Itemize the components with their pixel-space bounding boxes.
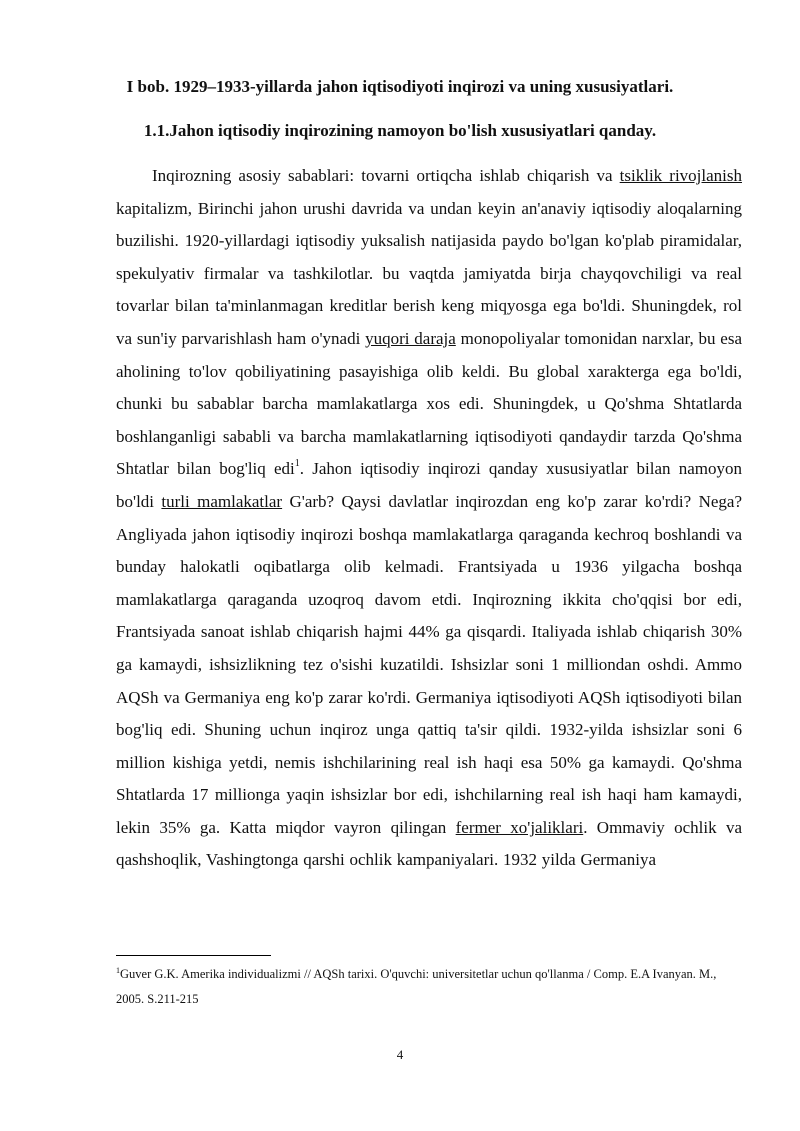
link-turli-mamlakatlar[interactable]: turli mamlakatlar bbox=[161, 491, 283, 511]
footnote-text: Guver G.K. Amerika individualizmi // AQSh tarixi. O'quvchi: universitetlar uchun qo'llanma / Comp. E.A Ivanyan. M., 2005. S.211-215 bbox=[116, 967, 717, 1006]
body-text-segment: kapitalizm, Birinchi jahon urushi davrida va undan keyin an'anaviy iqtisodiy aloqalarning buzilishi. 1920-yillardagi iqtisodiy yuksalish natijasida paydo bo'lgan ko'plab piramidalar, spekulyativ firmalar va tashkilotlar. bu vaqtda jamiyatda birja chayqovchiligi va real tovarlar bilan ta'minlanmagan kreditlar berish keng miqyosga ega bo'ldi. Shuningdek, rol va sun'iy parvarishlash ham o'ynadi bbox=[116, 198, 742, 348]
chapter-heading: I bob. 1929–1933-yillarda jahon iqtisodiyoti inqirozi va uning xususiyatlari. bbox=[126, 77, 674, 96]
link-yuqori-daraja[interactable]: yuqori daraja bbox=[365, 328, 456, 348]
footnote bbox=[116, 962, 742, 1012]
footnote-divider bbox=[116, 955, 271, 956]
body-text-segment: . Jahon iqtisodiy inqirozi qanday xususiyatlar bilan namoyon bo'ldi bbox=[116, 459, 742, 511]
link-fermer-xojaliklari[interactable]: fermer xo'jaliklari bbox=[455, 817, 584, 837]
body-text-segment: . Ommaviy ochlik va qashshoqlik, Vashingtonga qarshi ochlik kampaniyalari. 1932 yilda Germaniya bbox=[116, 817, 743, 870]
link-tsiklik-rivojlanish[interactable]: tsiklik rivojlanish bbox=[619, 166, 742, 185]
body-text-segment: monopoliyalar tomonidan narxlar, bu esa aholining to'lov qobiliyatining pasayishiga olib keldi. Bu global xarakterga ega bo'ldi, chunki bu sabablar barcha mamlakatlarga xos edi. Shuningdek, u Qo'shma Shtatlarda boshlanganligi sababli va barcha mamlakatlarning iqtisodiyoti qandaydir tarzda Qo'shma Shtatlar bilan bog'liq edi bbox=[116, 328, 743, 479]
page-number: 4 bbox=[396, 1047, 404, 1062]
body-text-segment: Inqirozning asosiy sabablari: tovarni ortiqcha ishlab chiqarish va bbox=[152, 166, 620, 185]
body-paragraph bbox=[116, 160, 742, 877]
footnote-marker: 1 bbox=[116, 966, 120, 975]
section-heading: 1.1.Jahon iqtisodiy inqirozining namoyon bo'lish xususiyatlari qanday. bbox=[143, 121, 657, 140]
body-text-segment: G'arb? Qaysi davlatlar inqirozdan eng ko'p zarar ko'rdi? Nega?Angliyada jahon iqtisodiy inqirozi boshqa mamlakatlarga qaraganda kechroq boshlandi va bunday halokatli oqibatlarga olib kelmadi. Frantsiyada u 1936 yilgacha boshqa mamlakatlarga qaraganda uzoqroq davom etdi. Inqirozning ikkita cho'qqisi bor edi, Frantsiyada sanoat ishlab chiqarish hajmi 44% ga qisqardi. Italiyada ishlab chiqarish 30% ga kamaydi, ishsizlikning tez o'sishi kuzatildi. Ishsizlar soni 1 milliondan oshdi. Ammo AQSh va Germaniya eng ko'p zarar ko'rdi. Germaniya iqtisodiyoti AQSh iqtisodiyoti bilan bog'liq edi. Shuning uchun inqiroz unga qattiq ta'sir qildi. 1932-yilda ishsizlar soni 6 million kishiga yetdi, nemis ishchilarining real ish haqi esa 50% ga kamaydi. Qo'shma Shtatlarda 17 millionga yaqin ishsizlar bor edi, ishchilarning real ish haqi ham kamaydi, lekin 35% ga. Katta miqdor vayron qilingan bbox=[116, 491, 742, 837]
footnote-reference: 1 bbox=[294, 458, 300, 470]
